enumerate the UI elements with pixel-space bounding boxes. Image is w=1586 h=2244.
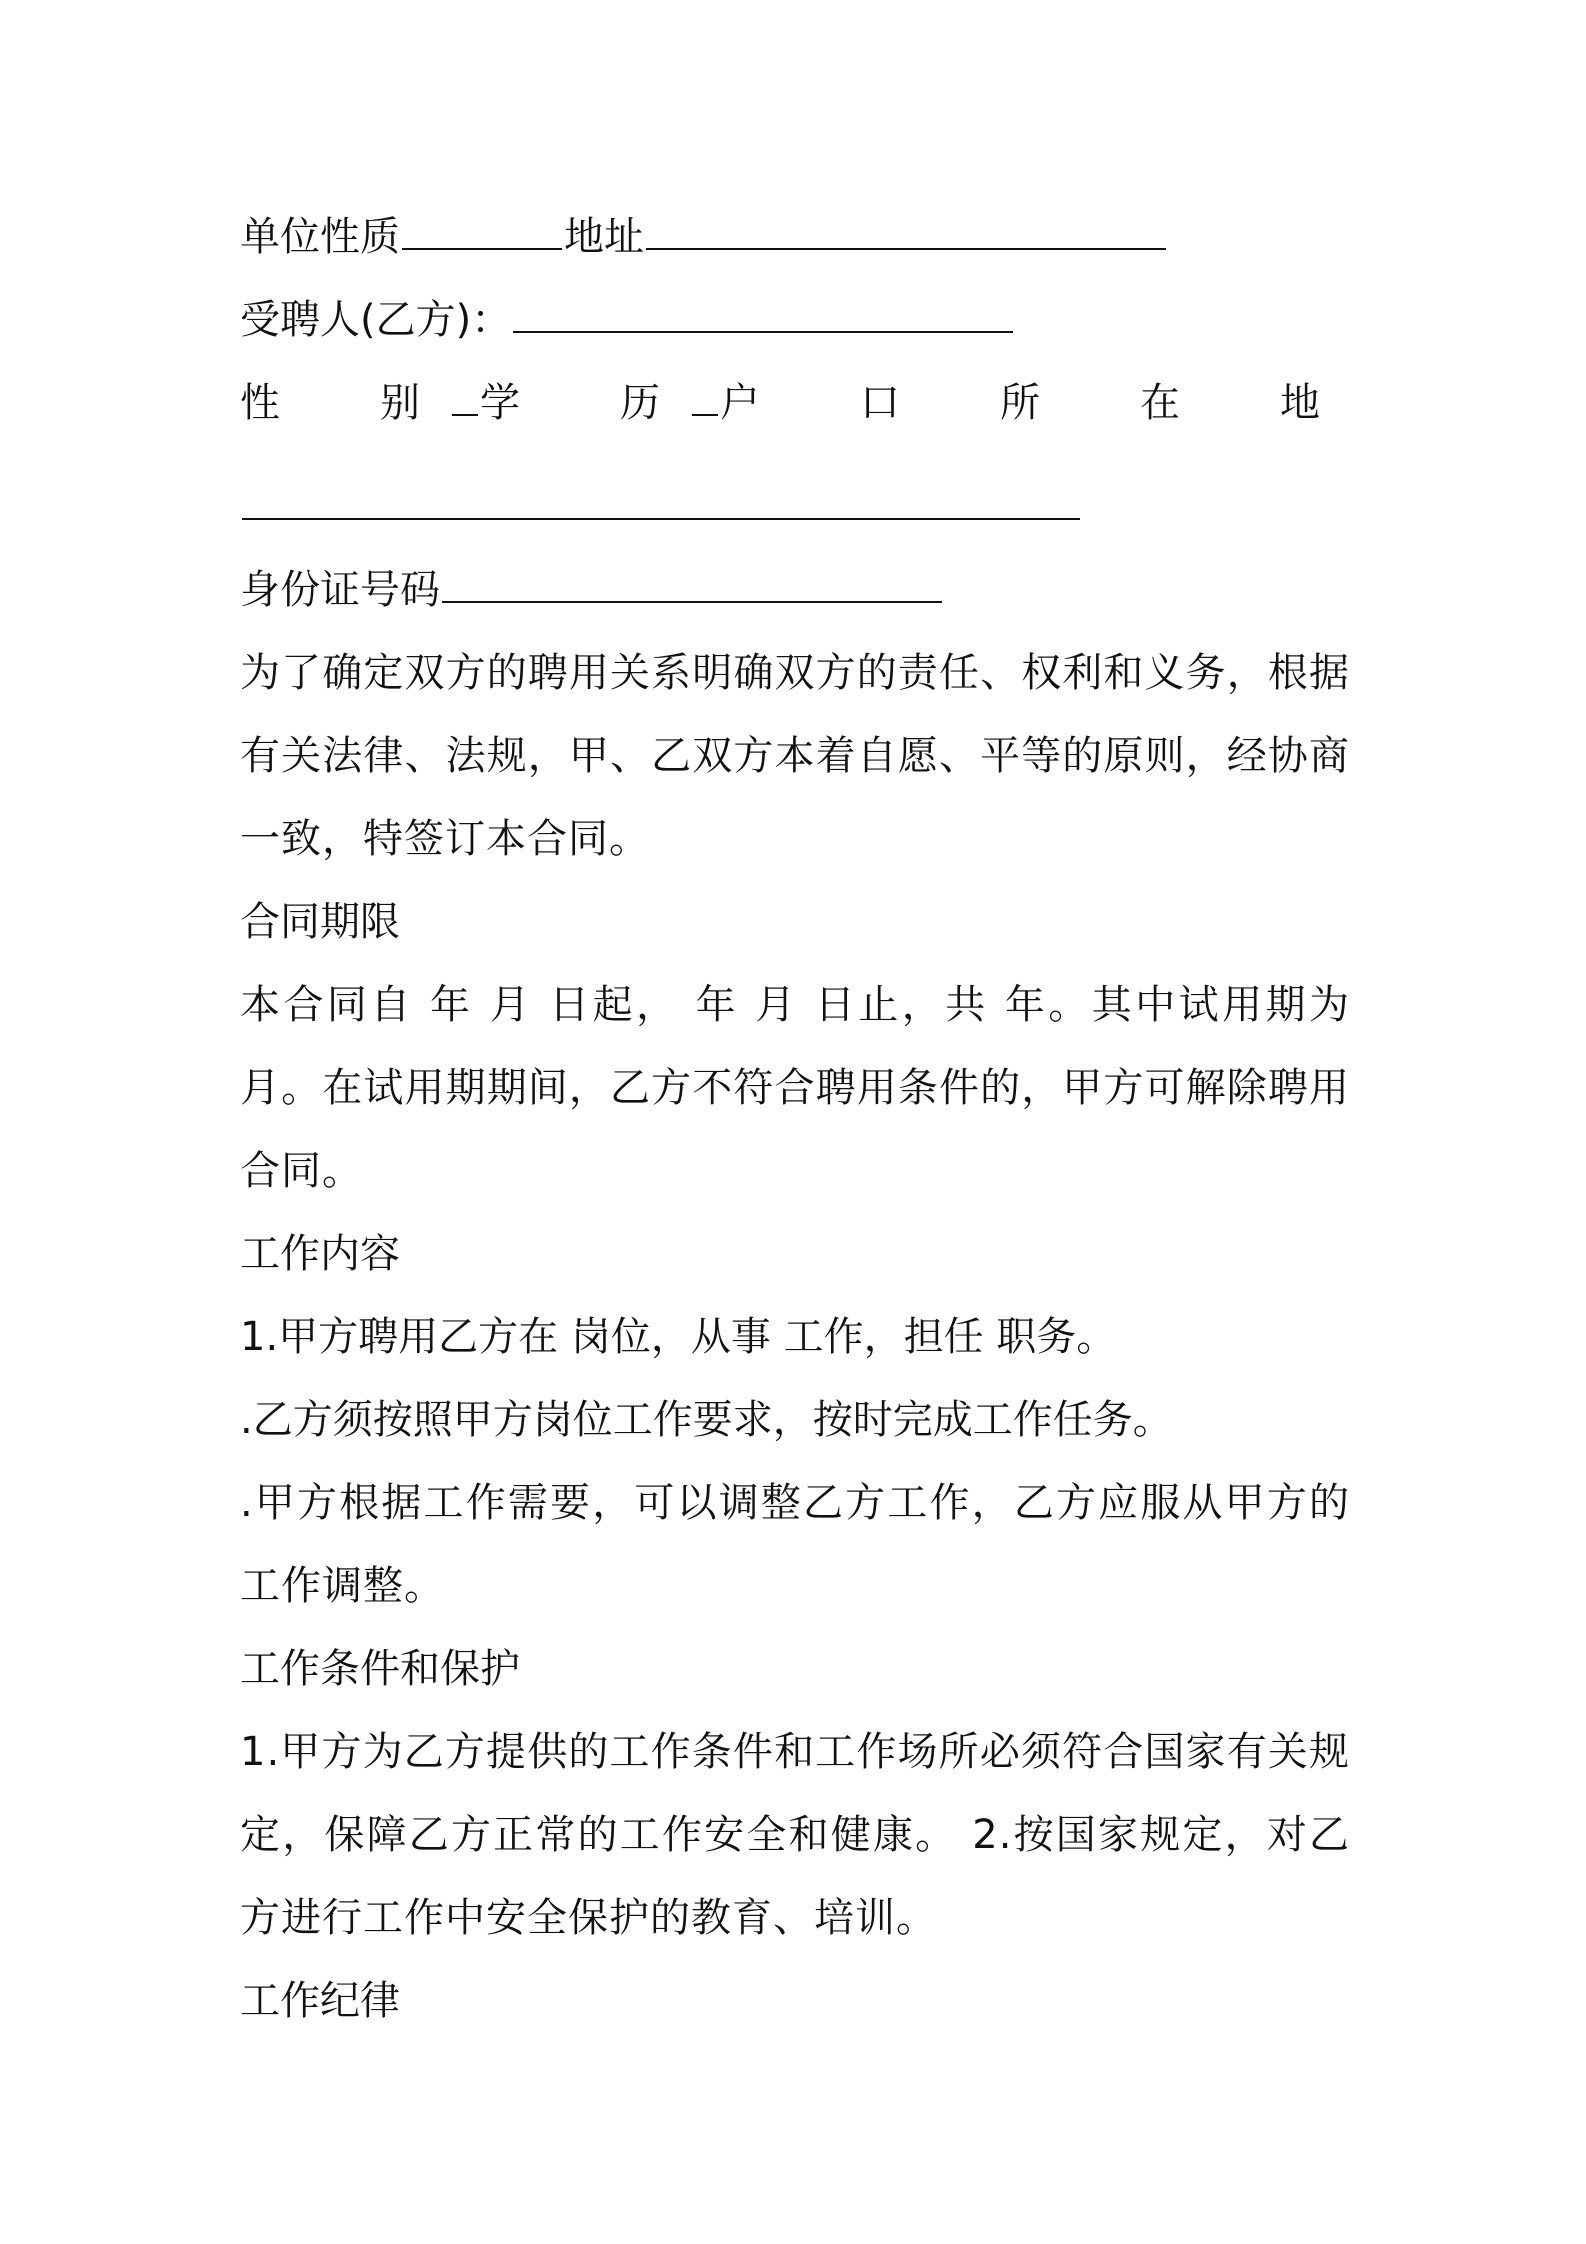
section-term-title: 合同期限 bbox=[240, 899, 400, 945]
work-item-2: .乙方须按照甲方岗位工作要求，按时完成工作任务。 bbox=[240, 1397, 1173, 1443]
document-content bbox=[240, 196, 1350, 2043]
address-label: 地址 bbox=[564, 214, 644, 260]
unit-nature-blank[interactable] bbox=[402, 204, 562, 250]
hukou-blank-line bbox=[240, 466, 1350, 549]
work-item-3: .甲方根据工作需要，可以调整乙方工作，乙方应服从甲方的工作调整。 bbox=[240, 1480, 1350, 1609]
conditions-body: 1.甲方为乙方提供的工作条件和工作场所必须符合国家有关规定，保障乙方正常的工作安全和健康。 2.按国家规定，对乙方进行工作中安全保护的教育、培训。 bbox=[240, 1729, 1350, 1941]
address-blank[interactable] bbox=[646, 204, 1166, 250]
unit-line bbox=[240, 196, 1350, 279]
section-term-body: 本合同自 年 月 日起， 年 月 日止，共 年。其中试用期为 月。在试用期期间，乙方不符合聘用条件的，甲方可解除聘用合同。 bbox=[240, 982, 1350, 1194]
gender-label: 性 别 bbox=[240, 380, 450, 426]
section-discipline-title: 工作纪律 bbox=[240, 1978, 400, 2024]
gender-blank[interactable] bbox=[452, 370, 478, 416]
hukou-blank[interactable] bbox=[242, 474, 1080, 520]
id-line bbox=[240, 549, 1350, 632]
education-blank[interactable] bbox=[692, 370, 718, 416]
unit-nature-label: 单位性质 bbox=[240, 214, 400, 260]
section-work-title: 工作内容 bbox=[240, 1231, 400, 1277]
work-item-1: 1.甲方聘用乙方在 岗位，从事 工作，担任 职务。 bbox=[240, 1314, 1117, 1360]
intro-paragraph: 为了确定双方的聘用关系明确双方的责任、权利和义务，根据有关法律、法规，甲、乙双方本着自愿、平等的原则，经协商一致，特签订本合同。 bbox=[240, 650, 1350, 862]
employee-label: 受聘人(乙方)： bbox=[240, 297, 512, 343]
id-number-label: 身份证号码 bbox=[240, 567, 440, 613]
education-label: 学 历 bbox=[480, 380, 690, 426]
gender-row bbox=[240, 362, 1350, 466]
id-number-blank[interactable] bbox=[442, 557, 942, 603]
employee-line bbox=[240, 279, 1350, 362]
section-conditions-title: 工作条件和保护 bbox=[240, 1646, 520, 1692]
hukou-label: 户 口 所 在 地 bbox=[720, 380, 1350, 426]
employee-blank[interactable] bbox=[513, 287, 1013, 333]
